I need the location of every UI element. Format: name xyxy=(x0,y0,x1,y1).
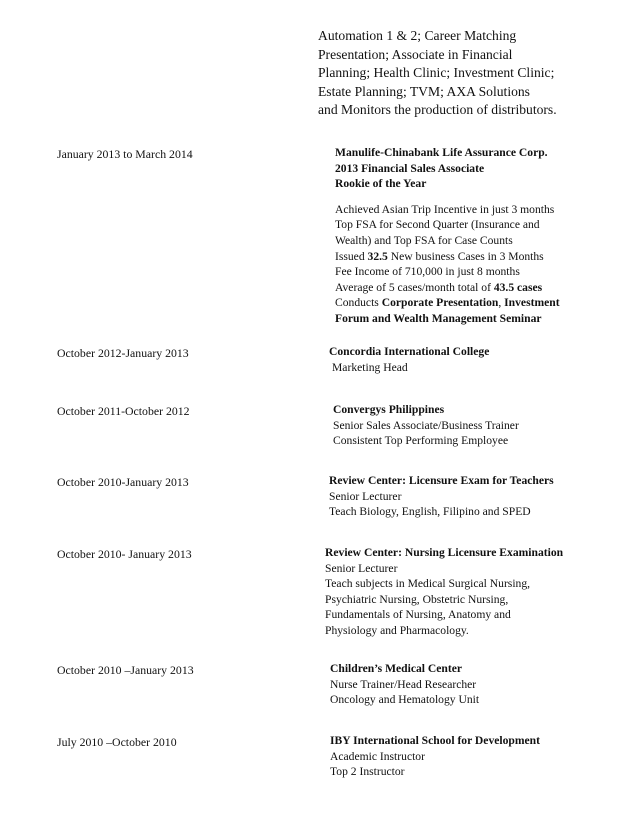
achievement-line xyxy=(335,249,560,265)
entry-detail-line: Senior Lecturer xyxy=(329,489,402,503)
entry-detail-line: Fundamentals of Nursing, Anatomy and xyxy=(325,608,511,622)
entry-detail-line: Academic Instructor xyxy=(330,749,425,763)
intro-line: Presentation; Associate in Financial xyxy=(318,46,513,62)
text-segment: Issued xyxy=(335,249,368,263)
entry-detail-line: Teach subjects in Medical Surgical Nursing, xyxy=(325,577,531,591)
entry-detail-line: Senior Lecturer xyxy=(325,561,398,575)
entry-organization: IBY International School for Development xyxy=(330,734,540,747)
experience-entry xyxy=(333,402,519,449)
entry-title: 2013 Financial Sales Associate xyxy=(335,161,485,175)
entry-detail-line: Psychiatric Nursing, Obstetric Nursing, xyxy=(325,592,509,606)
entry-organization: Convergys Philippines xyxy=(333,403,445,416)
experience-entry xyxy=(325,545,563,639)
experience-entry xyxy=(329,344,489,375)
entry-organization: Children’s Medical Center xyxy=(330,662,463,675)
text-segment: New business Cases in 3 Months xyxy=(387,249,544,263)
entry-detail-line: Nurse Trainer/Head Researcher xyxy=(330,677,477,691)
entry-organization: Concordia International College xyxy=(329,345,490,358)
entry-detail-line: Oncology and Hematology Unit xyxy=(330,693,480,707)
bold-segment: 32.5 xyxy=(367,249,388,263)
intro-line: Estate Planning; TVM; AXA Solutions xyxy=(318,83,530,99)
bold-segment: Investment xyxy=(504,296,560,310)
text-segment: , xyxy=(498,296,505,310)
achievement-line: Fee Income of 710,000 in just 8 months xyxy=(335,265,520,279)
entry-date: October 2011-October 2012 xyxy=(57,404,190,418)
entry-detail-line: Marketing Head xyxy=(332,360,408,374)
entry-date: October 2012-January 2013 xyxy=(57,346,189,360)
text-segment: Conducts xyxy=(335,296,382,310)
experience-entry xyxy=(330,733,540,780)
experience-entry xyxy=(330,661,479,708)
achievement-line xyxy=(335,280,560,296)
entry-award: Rookie of the Year xyxy=(335,177,427,191)
entry-date: January 2013 to March 2014 xyxy=(57,147,193,161)
achievement-line: Wealth) and Top FSA for Case Counts xyxy=(335,233,513,247)
entry-detail-line: Consistent Top Performing Employee xyxy=(333,434,509,448)
spacer xyxy=(335,192,560,202)
entry-organization: Review Center: Licensure Exam for Teachers xyxy=(329,474,554,487)
entry-detail-line: Physiology and Pharmacology. xyxy=(325,623,469,637)
entry-detail-line: Teach Biology, English, Filipino and SPED xyxy=(329,505,531,519)
entry-date: October 2010 –January 2013 xyxy=(57,663,194,677)
entry-organization: Review Center: Nursing Licensure Examination xyxy=(325,546,564,559)
intro-line: and Monitors the production of distributors. xyxy=(318,102,557,118)
intro-line: Automation 1 & 2; Career Matching xyxy=(318,28,517,43)
experience-entry xyxy=(329,473,554,520)
entry-date: October 2010-January 2013 xyxy=(57,475,189,489)
entry-detail-line: Top 2 Instructor xyxy=(330,765,405,779)
achievement-line: Forum and Wealth Management Seminar xyxy=(335,311,542,325)
achievement-line xyxy=(335,295,560,311)
entry-date: October 2010- January 2013 xyxy=(57,547,192,561)
entry-organization: Manulife-Chinabank Life Assurance Corp. xyxy=(335,146,548,159)
bold-segment: Corporate Presentation xyxy=(381,296,499,310)
bold-segment: 43.5 cases xyxy=(493,280,543,294)
achievement-line: Top FSA for Second Quarter (Insurance and xyxy=(335,218,540,232)
intro-line: Planning; Health Clinic; Investment Clinic; xyxy=(318,65,555,81)
entry-date: July 2010 –October 2010 xyxy=(57,735,177,749)
text-segment: Average of 5 cases/month total of xyxy=(335,280,494,294)
intro-paragraph xyxy=(318,27,618,120)
experience-entry xyxy=(335,145,560,327)
entry-detail-line: Senior Sales Associate/Business Trainer xyxy=(333,418,519,432)
achievement-line: Achieved Asian Trip Incentive in just 3 months xyxy=(335,202,555,216)
